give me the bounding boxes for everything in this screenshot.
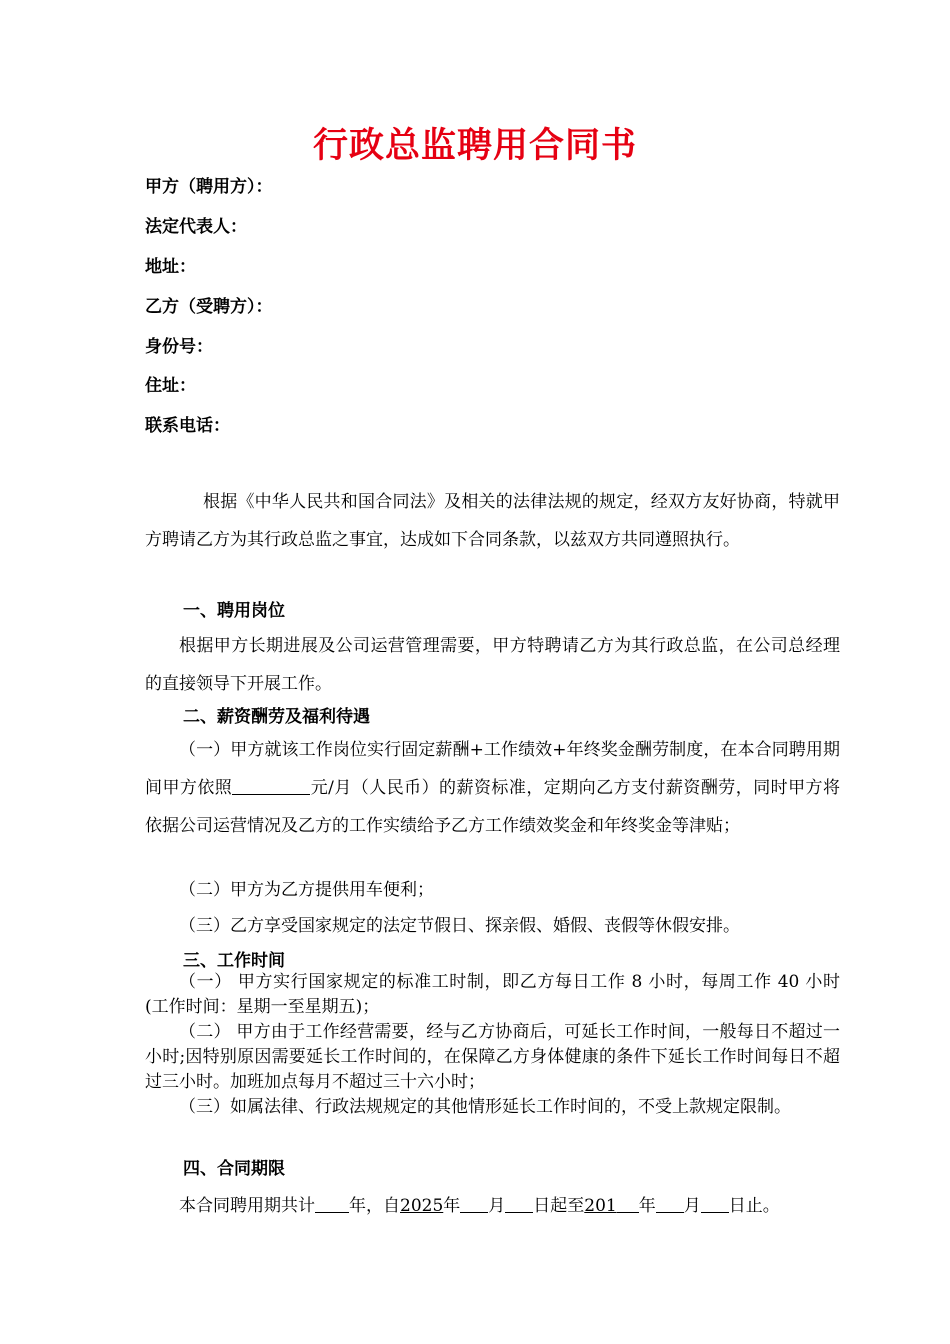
end-day-blank (701, 1196, 729, 1213)
section-2-clause-2: （二）甲方为乙方提供用车便利； (179, 880, 434, 900)
section-1-body: 根据甲方长期进展及公司运营管理需要，甲方特聘请乙方为其行政总监，在公司总经理的直接领导下开展工作。 (145, 636, 840, 694)
term-text: 年 (443, 1196, 461, 1216)
section-4-heading: 四、合同期限 (183, 1159, 285, 1179)
section-3-clause-2: （二） 甲方由于工作经营需要，经与乙方协商后，可延长工作时间，一般每日不超过一小时;因特别原因需要延长工作时间的，在保障乙方身体健康的条件下延长工作时间每日不超过三小时。加班加点每月不超过三十六小时； (145, 1022, 840, 1092)
legal-representative-label: 法定代表人： (145, 217, 247, 237)
term-text: 年 (638, 1196, 656, 1216)
residence-label: 住址： (145, 376, 196, 396)
address-label: 地址： (145, 257, 196, 277)
end-year-blank (617, 1196, 639, 1213)
phone-label: 联系电话： (145, 416, 230, 436)
section-2-clause-3: （三）乙方享受国家规定的法定节假日、探亲假、婚假、丧假等休假安排。 (179, 916, 740, 936)
term-text: 日起至 (533, 1196, 585, 1216)
term-text: 月 (488, 1196, 506, 1216)
term-text: 月 (683, 1196, 701, 1216)
document-title: 行政总监聘用合同书 (312, 126, 637, 166)
section-3-clause-3: （三）如属法律、行政法规规定的其他情形延长工作时间的，不受上款规定限制。 (179, 1097, 791, 1117)
section-3-heading: 三、工作时间 (183, 951, 285, 971)
term-text: 日止。 (728, 1196, 780, 1216)
id-number-label: 身份号： (145, 337, 213, 357)
term-text: 年，自 (349, 1196, 400, 1216)
party-b-label: 乙方（受聘方）： (145, 297, 273, 317)
section-2-clause-1 (145, 731, 840, 845)
term-years-blank (315, 1196, 349, 1213)
section-2-heading: 二、薪资酬劳及福利待遇 (183, 707, 370, 727)
end-year: 201 (584, 1196, 617, 1216)
clause-text: （一）甲方就该工作岗位实行固定薪酬+工作绩效+年终奖金酬劳制度，在本合同聘用期间甲方依照 (145, 740, 840, 798)
salary-amount-blank (232, 778, 310, 795)
start-month-blank (460, 1196, 488, 1213)
section-1-heading: 一、聘用岗位 (183, 601, 285, 621)
end-month-blank (656, 1196, 684, 1213)
clause-text: 元/月（人民币）的薪资标准，定期向乙方支付薪资酬劳，同时甲方将依据公司运营情况及乙方的工作实绩给予乙方工作绩效奖金和年终奖金等津贴； (145, 778, 840, 836)
start-day-blank (505, 1196, 533, 1213)
section-4-body (145, 1187, 840, 1225)
party-a-label: 甲方（聘用方）： (145, 177, 273, 197)
term-text: 本合同聘用期共计 (179, 1196, 315, 1216)
intro-paragraph: 根据《中华人民共和国合同法》及相关的法律法规的规定，经双方友好协商，特就甲方聘请乙方为其行政总监之事宜，达成如下合同条款，以兹双方共同遵照执行。 (145, 492, 840, 550)
start-year: 2025 (400, 1196, 444, 1216)
section-3-clause-1: （一） 甲方实行国家规定的标准工时制，即乙方每日工作 8 小时，每周工作 40 小时(工作时间：星期一至星期五)； (145, 972, 840, 1017)
